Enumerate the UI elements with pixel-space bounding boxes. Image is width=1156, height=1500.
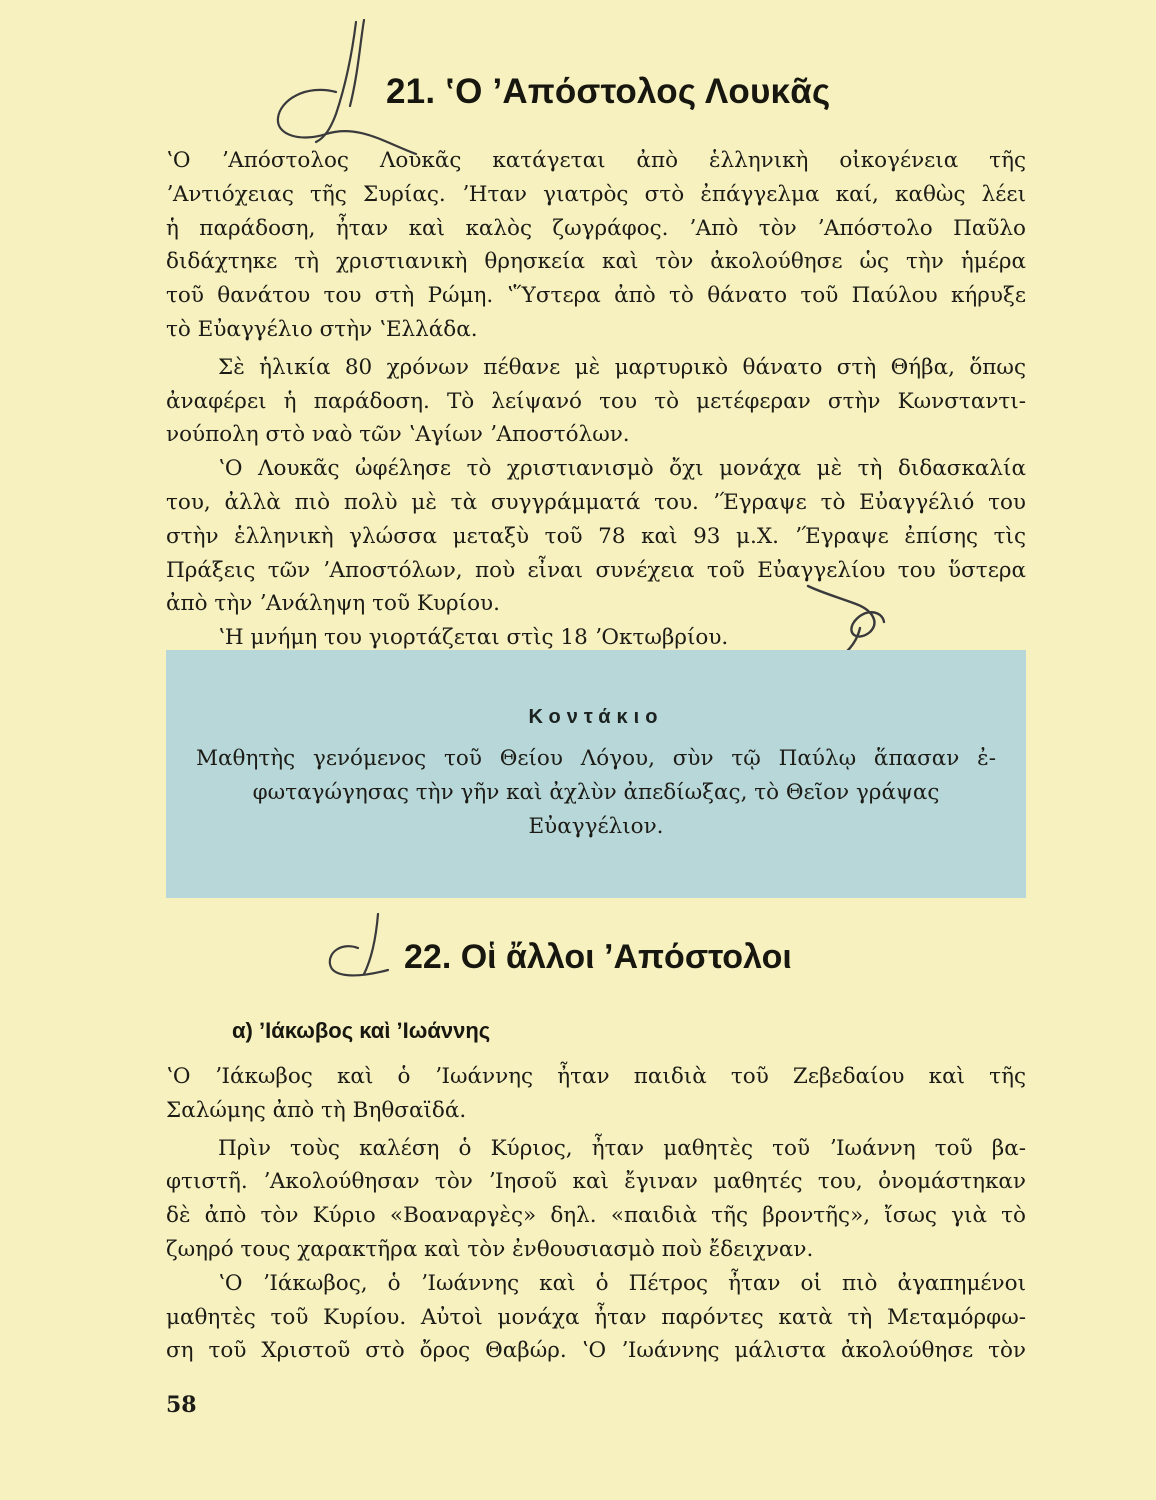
body-line: Πρὶν τοὺς καλέση ὁ Κύριος, ἦταν μαθητὲς τοῦ ʼΙωάννη τοῦ βα- (218, 1135, 1026, 1161)
body-line: ʽΗ μνήμη του γιορτάζεται στὶς 18 ʼΟκτωβρίου. (218, 625, 729, 651)
kontakio-box (166, 650, 1026, 898)
body-line: στὴν ἑλληνικὴ γλώσσα μεταξὺ τοῦ 78 καὶ 93 μ.Χ. ʼΈγραψε ἐπίσης τὶς (166, 523, 1026, 549)
body-line: τοῦ θανάτου του στὴ Ρώμη. ʽὝστερα ἀπὸ τὸ θάνατο τοῦ Παύλου κήρυξε (166, 283, 1026, 309)
hymn-line: Μαθητὴς γενόμενος τοῦ Θείου Λόγου, σὺν τῷ Παύλῳ ἅπασαν ἐ- (196, 746, 996, 771)
chapter-21-body (166, 144, 1026, 655)
body-line: διδάχτηκε τὴ χριστιανικὴ θρησκεία καὶ τὸν ἀκολούθησε ὡς τὴν ἡμέρα (166, 249, 1026, 275)
hymn-line: φωταγώγησας τὴν γῆν καὶ ἀχλὺν ἀπεδίωξας, τὸ Θεῖον γράψας (252, 780, 940, 805)
body-line: νούπολη στὸ ναὸ τῶν ʽΑγίων ʼΑποστόλων. (166, 422, 630, 448)
body-line: ση τοῦ Χριστοῦ στὸ ὄρος Θαβώρ. ʽΟ ʼΙωάννης μάλιστα ἀκολούθησε τὸν (166, 1338, 1026, 1364)
body-line: ʽΟ Λουκᾶς ὠφέλησε τὸ χριστιανισμὸ ὄχι μονάχα μὲ τὴ διδασκαλία (218, 456, 1026, 482)
page-number: 58 (166, 1392, 197, 1418)
body-line: ἀναφέρει ἡ παράδοση. Τὸ λείψανό του τὸ μετέφεραν στὴν Κωνσταντι- (166, 388, 1026, 414)
body-line: ζωηρό τους χαρακτῆρα καὶ τὸν ἐνθουσιασμὸ ποὺ ἔδειχναν. (166, 1236, 814, 1262)
body-line: ἡ παράδοση, ἦταν καὶ καλὸς ζωγράφος. ʼΑπὸ τὸν ʼΑπόστολο Παῦλο (166, 215, 1026, 241)
body-line: του, ἀλλὰ πιὸ πολὺ μὲ τὰ συγγράμματά του. ʼΈγραψε τὸ Εὐαγγέλιό του (166, 489, 1026, 515)
body-line: τὸ Εὐαγγέλιο στὴν ʽΕλλάδα. (166, 316, 478, 342)
chapter-21-title: 21. ʽΟ ʼΑπόστολος Λουκᾶς (386, 72, 831, 111)
chapter-22-body (166, 1060, 1026, 1368)
handwritten-signature-top (266, 14, 406, 164)
body-line: Σὲ ἡλικία 80 χρόνων πέθανε μὲ μαρτυρικὸ θάνατο στὴ Θήβα, ὅπως (218, 354, 1026, 380)
body-line: φτιστῆ. ʼΑκολούθησαν τὸν ʼΙησοῦ καὶ ἔγιναν μαθητές του, ὀνομάστηκαν (166, 1169, 1026, 1195)
section-a-subtitle: α) ʼΙάκωβος καὶ ʼΙωάννης (232, 1018, 491, 1043)
body-line: ʽΟ ʼΙάκωβος, ὁ ʼΙωάννης καὶ ὁ Πέτρος ἦταν οἱ πιὸ ἀγαπημένοι (218, 1270, 1026, 1296)
chapter-22-title: 22. Οἱ ἄλλοι ʼΑπόστολοι (404, 938, 792, 976)
body-line: Πράξεις τῶν ʼΑποστόλων, ποὺ εἶναι συνέχεια τοῦ Εὐαγγελίου του ὕστερα (166, 557, 1026, 583)
body-line: Σαλώμης ἀπὸ τὴ Βηθσαϊδά. (166, 1097, 467, 1123)
handwritten-signature-lower (318, 908, 408, 988)
body-line: μαθητὲς τοῦ Κυρίου. Αὐτοὶ μονάχα ἦταν παρόντες κατὰ τὴ Μεταμόρφω- (166, 1304, 1026, 1330)
kontakio-hymn (196, 742, 996, 844)
body-line: ἀπὸ τὴν ʼΑνάληψη τοῦ Κυρίου. (166, 591, 500, 617)
body-line: ʽΟ ʼΑπόστολος Λουκᾶς κατάγεται ἀπὸ ἑλληνικὴ οἰκογένεια τῆς (166, 148, 1026, 173)
body-line: ʽΟ ʼΙάκωβος καὶ ὁ ʼΙωάννης ἦταν παιδιὰ τοῦ Ζεβεδαίου καὶ τῆς (166, 1064, 1026, 1089)
kontakio-title: Κοντάκιο (528, 706, 664, 728)
body-line: δὲ ἀπὸ τὸν Κύριο «Βοαναργὲς» δηλ. «παιδιὰ τῆς βροντῆς», ἴσως γιὰ τὸ (166, 1203, 1026, 1229)
body-line: ʼΑντιόχειας τῆς Συρίας. ʼΗταν γιατρὸς στὸ ἐπάγγελμα καί, καθὼς λέει (166, 181, 1026, 207)
hymn-line: Εὐαγγέλιον. (528, 814, 664, 839)
